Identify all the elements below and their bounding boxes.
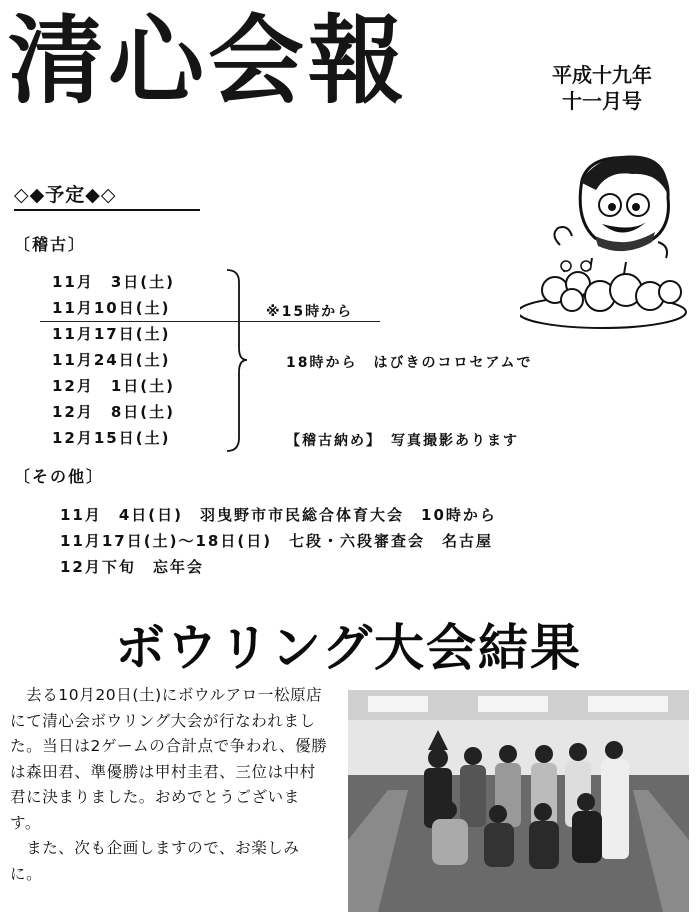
practice-date: 12月 1日(土) [52, 377, 176, 395]
practice-date: 12月15日(土) [52, 429, 171, 447]
other-event: 11月17日(土)～18日(日) 七段・六段審査会 名古屋 [60, 532, 494, 550]
practice-note: 【稽古納め】 写真撮影あります [286, 433, 519, 449]
other-event: 11月 4日(日) 羽曳野市市民総合体育大会 10時から [60, 506, 497, 524]
article-paragraph: また、次も企画しますので、お楽しみに。 [10, 839, 300, 883]
schedule-divider [40, 321, 380, 322]
issue-date [522, 62, 682, 114]
bowling-results-title: ボウリング大会結果 [115, 619, 582, 677]
article-paragraph: 去る10月20日(土)にボウルアロ一松原店にて清心会ボウリング大会が行なわれました。当日は2ゲームの合計点で争われ、優勝は森田君、準優勝は甲村圭君、三位は中村君に決まりました。おめでとうございます。 [10, 686, 328, 832]
practice-note: ※15時から [266, 304, 354, 320]
other-event: 12月下旬 忘年会 [60, 558, 204, 576]
bowling-article [10, 683, 330, 887]
practice-date: 11月24日(土) [52, 351, 171, 369]
practice-note: 18時から はびきのコロセアムで [286, 355, 533, 371]
right-brace [225, 268, 249, 453]
group-photo [348, 690, 689, 912]
practice-date: 11月10日(土) [52, 299, 171, 317]
schedule-heading: ◇◆予定◆◇ [14, 180, 200, 211]
newsletter-title: 清心会報 [8, 4, 408, 117]
cartoon-boy-fruit-illustration [520, 150, 690, 330]
issue-year: 平成十九年 [552, 63, 652, 87]
practice-date: 11月17日(土) [52, 325, 171, 343]
other-label: 〔その他〕 [14, 467, 105, 486]
practice-label: 〔稽古〕 [14, 235, 87, 254]
practice-date: 12月 8日(土) [52, 403, 176, 421]
issue-month: 十一月号 [562, 89, 642, 113]
practice-date: 11月 3日(土) [52, 273, 176, 291]
